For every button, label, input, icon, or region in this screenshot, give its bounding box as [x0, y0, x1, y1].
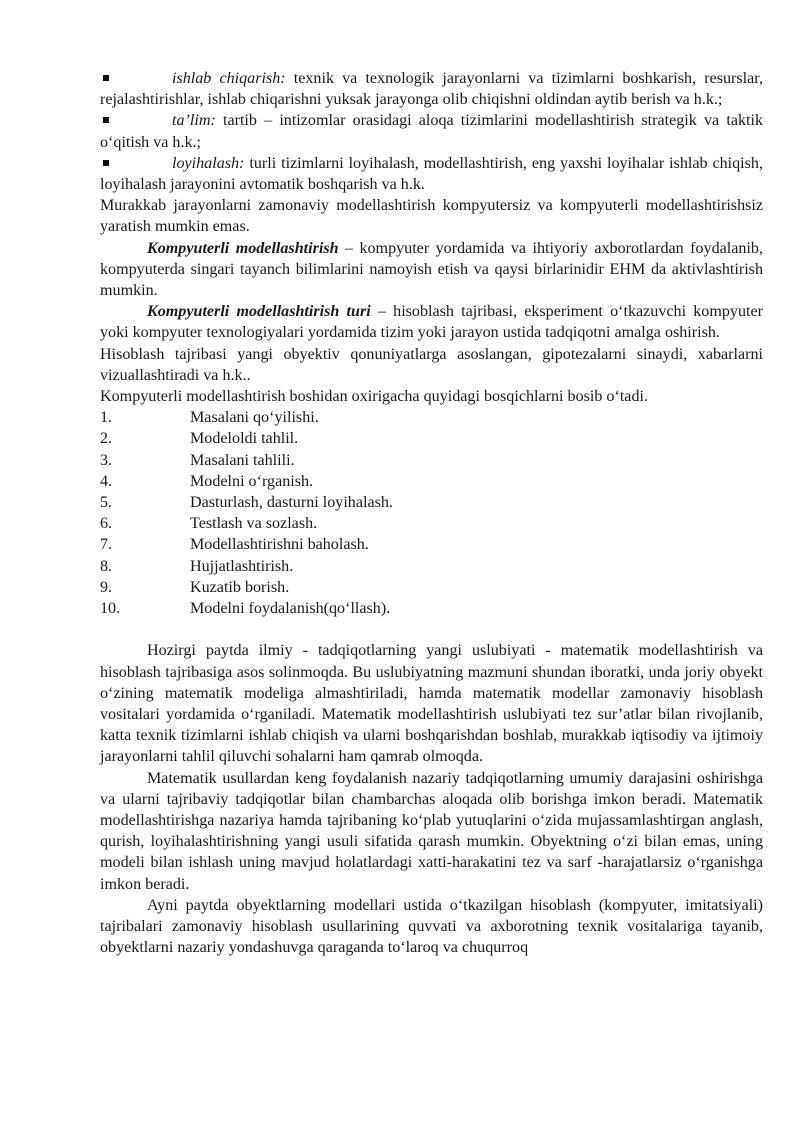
paragraph-hisoblash: Hisoblash tajribasi yangi obyektiv qonuniyatlarga asoslangan, gipotezalarni sinaydi, xabarlarni vizuallashtiradi va h.k..: [100, 345, 763, 384]
paragraph-ayni: Ayni paytda obyektlarning modellari ustida o‘tkazilgan hisoblash (kompyuter, imitatsiyali) tajribalari zamonaviy hisoblash usullarining quvvati va axborotning texnik vositalariga tayanib, obyektlarni nazariy yondashuvga qaraganda to‘laroq va chuqurroq: [100, 896, 763, 957]
list-number: 5.: [100, 494, 113, 511]
definition-term: Kompyuterli modellashtirish: [147, 239, 339, 257]
paragraph-complex: Murakkab jarayonlarni zamonaviy modellashtirish kompyutersiz va kompyuterli modellashtirishsiz yaratish mumkin emas.: [100, 197, 763, 236]
list-number: 1.: [100, 409, 113, 427]
document-page: [100, 68, 763, 958]
definition-paragraph: [100, 238, 763, 302]
square-bullet-icon: [103, 75, 109, 81]
list-number: 8.: [100, 557, 113, 575]
list-item: [100, 513, 763, 534]
list-number: 9.: [100, 578, 113, 596]
paragraph-steps-intro: Kompyuterli modellashtirish boshidan oxirigacha quyidagi bosqichlarni bosib o‘tadi.: [100, 388, 648, 406]
bullet-term: ishlab chiqarish:: [172, 70, 286, 87]
list-text: Dasturlash, dasturni loyihalash.: [190, 494, 393, 511]
list-text: Modellashtirishni baholash.: [190, 536, 369, 554]
list-item: [100, 450, 763, 471]
steps-list: [100, 407, 763, 619]
list-item: [100, 577, 763, 598]
blank-line: [100, 619, 763, 640]
list-text: Testlash va sozlash.: [190, 515, 318, 533]
bullet-text: texnik va texnologik jarayonlarni va tizimlarni boshkarish, resurslar, rejalashtirishlar, ishlab chiqarishni yuksak jarayonga olib chiqishni oldindan aytib berish va h.k.;: [100, 70, 763, 109]
definition-term: Kompyuterli modellashtirish turi: [147, 303, 371, 321]
list-number: 10.: [100, 599, 121, 617]
square-bullet-icon: [103, 160, 109, 166]
list-item: [100, 428, 763, 449]
list-item: [100, 534, 763, 555]
list-text: Modelni o‘rganish.: [190, 472, 314, 490]
bullet-text: tartib – intizomlar orasidagi aloqa tizimlarini modellashtirish strategik va taktik o‘qitish va h.k.;: [100, 112, 763, 151]
list-text: Modelni foydalanish(qo‘llash).: [190, 599, 391, 617]
list-number: 7.: [100, 536, 113, 554]
list-text: Kuzatib borish.: [190, 578, 290, 596]
bullet-item: [100, 153, 763, 195]
bullet-term: loyihalash:: [172, 154, 245, 172]
paragraph-hozirgi: Hozirgi paytda ilmiy - tadqiqotlarning yangi uslubiyati - matematik modellashtirish va hisoblash tajribasiga asos solinmoqda. Bu uslubiyatning mazmuni shundan iboratki, unda joriy obyekt o‘zining matematik modeliga almashtiriladi, hamda matematik modellar zamonaviy hisoblash vositalari yordamida o‘rganiladi. Matematik modellashtirish uslubiyati tez sur’atlar bilan rivojlanib, katta texnik tizimlarni ishlab chiqish va ularni boshqarishdan boshlab, murakkab iqtisodiy va ijtimoiy jarayonlarni tahlil qiluvchi sohalarni ham qamrab olmoqda.: [100, 642, 763, 766]
list-number: 6.: [100, 515, 113, 533]
list-text: Hujjatlashtirish.: [190, 557, 294, 575]
paragraph-matematik: Matematik usullardan keng foydalanish nazariy tadqiqotlarning umumiy darajasini oshirishga va ularni tajribaviy tadqiqotlar bilan chambarchas aloqada olib borishga imkon beradi. Matematik modellashtirishga nazariya hamda tajribaning ko‘plab yutuqlarini o‘zida mujassamlashtirgan anglash, qurish, loyihalashtirishning yangi usuli sifatida qarash mumkin. Obyektning o‘zi bilan emas, uning modeli bilan ishlash uning mavjud holatlardagi xatti-harakatini tez va sarf -harajatlarsiz o‘rganishga imkon beradi.: [100, 769, 763, 893]
bullet-item: [100, 110, 763, 152]
bullet-term: ta’lim:: [172, 112, 216, 130]
list-item: [100, 598, 763, 619]
bullet-text: turli tizimlarni loyihalash, modellashtirish, eng yaxshi loyihalar ishlab chiqish, loyihalash jarayonini avtomatik boshqarish va h.k.: [100, 154, 763, 194]
list-number: 3.: [100, 451, 113, 469]
definition-text: – kompyuter yordamida va ihtiyoriy axborotlardan foydalanib, kompyuterda singari tayanch bilimlarini namoyish etish va qaysi birlarinidir EHM da aktivlashtirish mumkin.: [100, 239, 763, 300]
list-text: Modeloldi tahlil.: [190, 430, 299, 448]
list-item: [100, 471, 763, 492]
square-bullet-icon: [103, 117, 109, 123]
list-item: [100, 556, 763, 577]
bullet-item: [100, 68, 763, 110]
definition-text: – hisoblash tajribasi, eksperiment o‘tkazuvchi kompyuter yoki kompyuter texnologiyalari yordamida tizim yoki jarayon ustida tadqiqotni amalga oshirish.: [100, 303, 763, 342]
definition-paragraph: [100, 301, 763, 343]
list-number: 2.: [100, 430, 113, 448]
list-text: Masalani tahlili.: [190, 451, 295, 469]
list-text: Masalani qo‘yilishi.: [190, 409, 319, 427]
list-item: [100, 407, 763, 428]
list-item: [100, 492, 763, 513]
list-number: 4.: [100, 472, 113, 490]
